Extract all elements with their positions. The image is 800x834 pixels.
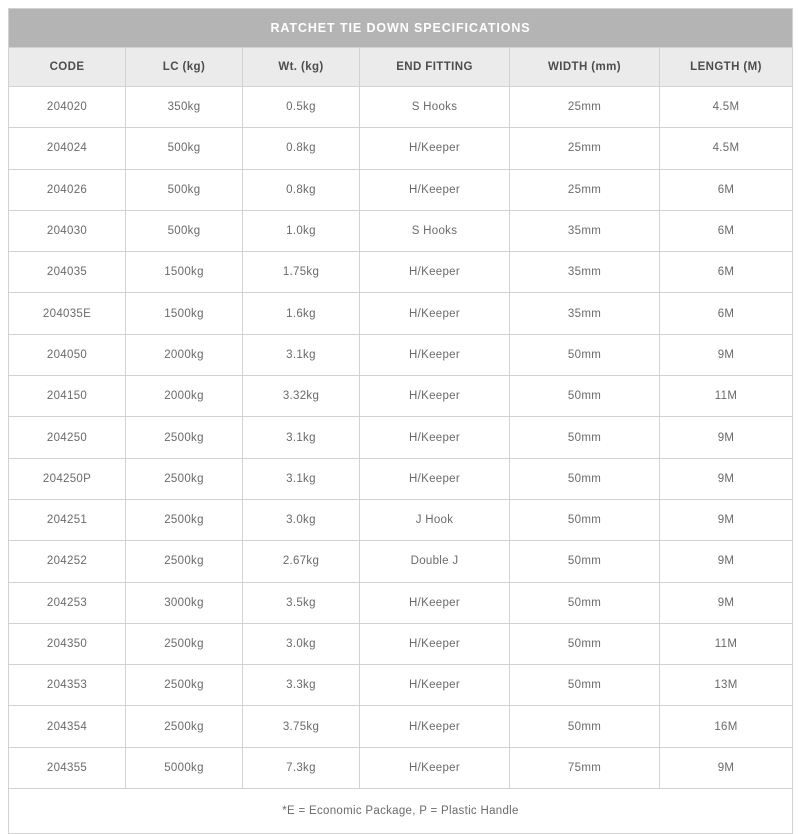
cell-weight: 3.0kg <box>243 499 360 540</box>
table-row <box>9 87 793 128</box>
cell-width: 50mm <box>510 417 660 458</box>
cell-code: 204035 <box>9 252 126 293</box>
table-row <box>9 210 793 251</box>
cell-end-fitting: S Hooks <box>360 210 510 251</box>
cell-code: 204350 <box>9 623 126 664</box>
cell-length: 6M <box>660 293 793 334</box>
cell-end-fitting: H/Keeper <box>360 623 510 664</box>
cell-end-fitting: H/Keeper <box>360 128 510 169</box>
cell-weight: 1.6kg <box>243 293 360 334</box>
table-title-row <box>9 9 793 48</box>
table-row <box>9 747 793 788</box>
cell-lc: 2500kg <box>126 499 243 540</box>
table-row <box>9 499 793 540</box>
table-footnote-row <box>9 789 793 834</box>
cell-length: 9M <box>660 747 793 788</box>
cell-width: 50mm <box>510 665 660 706</box>
cell-end-fitting: H/Keeper <box>360 252 510 293</box>
column-header-length: LENGTH (M) <box>660 48 793 87</box>
table-header-row <box>9 48 793 87</box>
table-title: RATCHET TIE DOWN SPECIFICATIONS <box>9 9 793 48</box>
cell-lc: 2500kg <box>126 458 243 499</box>
cell-code: 204020 <box>9 87 126 128</box>
cell-lc: 2500kg <box>126 623 243 664</box>
cell-end-fitting: J Hook <box>360 499 510 540</box>
cell-weight: 7.3kg <box>243 747 360 788</box>
cell-code: 204355 <box>9 747 126 788</box>
column-header-lc: LC (kg) <box>126 48 243 87</box>
cell-width: 25mm <box>510 87 660 128</box>
cell-code: 204150 <box>9 376 126 417</box>
cell-weight: 3.32kg <box>243 376 360 417</box>
cell-length: 9M <box>660 458 793 499</box>
cell-width: 50mm <box>510 458 660 499</box>
cell-length: 11M <box>660 376 793 417</box>
cell-code: 204251 <box>9 499 126 540</box>
cell-weight: 3.0kg <box>243 623 360 664</box>
column-header-width: WIDTH (mm) <box>510 48 660 87</box>
cell-end-fitting: H/Keeper <box>360 706 510 747</box>
cell-length: 6M <box>660 169 793 210</box>
cell-end-fitting: H/Keeper <box>360 334 510 375</box>
cell-lc: 500kg <box>126 169 243 210</box>
ratchet-tie-down-specifications-table <box>8 8 793 834</box>
cell-length: 4.5M <box>660 87 793 128</box>
cell-width: 50mm <box>510 623 660 664</box>
cell-end-fitting: H/Keeper <box>360 582 510 623</box>
cell-length: 9M <box>660 582 793 623</box>
cell-lc: 2500kg <box>126 417 243 458</box>
cell-lc: 1500kg <box>126 252 243 293</box>
cell-code: 204035E <box>9 293 126 334</box>
cell-end-fitting: Double J <box>360 541 510 582</box>
table-row <box>9 665 793 706</box>
table-row <box>9 458 793 499</box>
cell-lc: 2000kg <box>126 334 243 375</box>
cell-length: 9M <box>660 499 793 540</box>
cell-code: 204252 <box>9 541 126 582</box>
table-body <box>9 87 793 834</box>
cell-width: 50mm <box>510 499 660 540</box>
cell-width: 50mm <box>510 582 660 623</box>
cell-length: 9M <box>660 417 793 458</box>
cell-code: 204250P <box>9 458 126 499</box>
cell-code: 204253 <box>9 582 126 623</box>
cell-end-fitting: H/Keeper <box>360 417 510 458</box>
cell-weight: 3.1kg <box>243 458 360 499</box>
cell-lc: 2500kg <box>126 665 243 706</box>
table-row <box>9 376 793 417</box>
column-header-end-fitting: END FITTING <box>360 48 510 87</box>
table-footnote: *E = Economic Package, P = Plastic Handle <box>9 789 793 834</box>
cell-width: 35mm <box>510 293 660 334</box>
cell-lc: 3000kg <box>126 582 243 623</box>
cell-code: 204030 <box>9 210 126 251</box>
cell-lc: 1500kg <box>126 293 243 334</box>
cell-weight: 3.3kg <box>243 665 360 706</box>
column-header-code: CODE <box>9 48 126 87</box>
cell-weight: 3.5kg <box>243 582 360 623</box>
cell-length: 16M <box>660 706 793 747</box>
cell-length: 11M <box>660 623 793 664</box>
cell-length: 9M <box>660 541 793 582</box>
cell-length: 9M <box>660 334 793 375</box>
cell-weight: 2.67kg <box>243 541 360 582</box>
cell-weight: 3.1kg <box>243 334 360 375</box>
cell-weight: 3.1kg <box>243 417 360 458</box>
table-row <box>9 252 793 293</box>
cell-end-fitting: S Hooks <box>360 87 510 128</box>
cell-weight: 3.75kg <box>243 706 360 747</box>
cell-lc: 2500kg <box>126 706 243 747</box>
cell-length: 6M <box>660 210 793 251</box>
table-row <box>9 417 793 458</box>
cell-end-fitting: H/Keeper <box>360 665 510 706</box>
cell-code: 204026 <box>9 169 126 210</box>
cell-code: 204024 <box>9 128 126 169</box>
cell-width: 50mm <box>510 334 660 375</box>
cell-lc: 2000kg <box>126 376 243 417</box>
cell-weight: 1.0kg <box>243 210 360 251</box>
cell-width: 50mm <box>510 706 660 747</box>
cell-end-fitting: H/Keeper <box>360 747 510 788</box>
column-header-weight: Wt. (kg) <box>243 48 360 87</box>
cell-code: 204354 <box>9 706 126 747</box>
cell-length: 6M <box>660 252 793 293</box>
table-row <box>9 706 793 747</box>
table-row <box>9 334 793 375</box>
cell-width: 25mm <box>510 128 660 169</box>
cell-code: 204353 <box>9 665 126 706</box>
cell-lc: 2500kg <box>126 541 243 582</box>
cell-end-fitting: H/Keeper <box>360 376 510 417</box>
table-row <box>9 541 793 582</box>
cell-weight: 0.5kg <box>243 87 360 128</box>
cell-width: 35mm <box>510 252 660 293</box>
cell-lc: 500kg <box>126 128 243 169</box>
cell-code: 204250 <box>9 417 126 458</box>
cell-code: 204050 <box>9 334 126 375</box>
cell-width: 25mm <box>510 169 660 210</box>
cell-weight: 1.75kg <box>243 252 360 293</box>
table-row <box>9 623 793 664</box>
cell-lc: 500kg <box>126 210 243 251</box>
table-row <box>9 128 793 169</box>
table-row <box>9 293 793 334</box>
table-row <box>9 169 793 210</box>
cell-weight: 0.8kg <box>243 169 360 210</box>
cell-weight: 0.8kg <box>243 128 360 169</box>
cell-end-fitting: H/Keeper <box>360 458 510 499</box>
cell-length: 13M <box>660 665 793 706</box>
cell-length: 4.5M <box>660 128 793 169</box>
cell-end-fitting: H/Keeper <box>360 293 510 334</box>
cell-width: 75mm <box>510 747 660 788</box>
cell-end-fitting: H/Keeper <box>360 169 510 210</box>
cell-width: 50mm <box>510 376 660 417</box>
cell-width: 35mm <box>510 210 660 251</box>
cell-width: 50mm <box>510 541 660 582</box>
cell-lc: 350kg <box>126 87 243 128</box>
table-row <box>9 582 793 623</box>
cell-lc: 5000kg <box>126 747 243 788</box>
